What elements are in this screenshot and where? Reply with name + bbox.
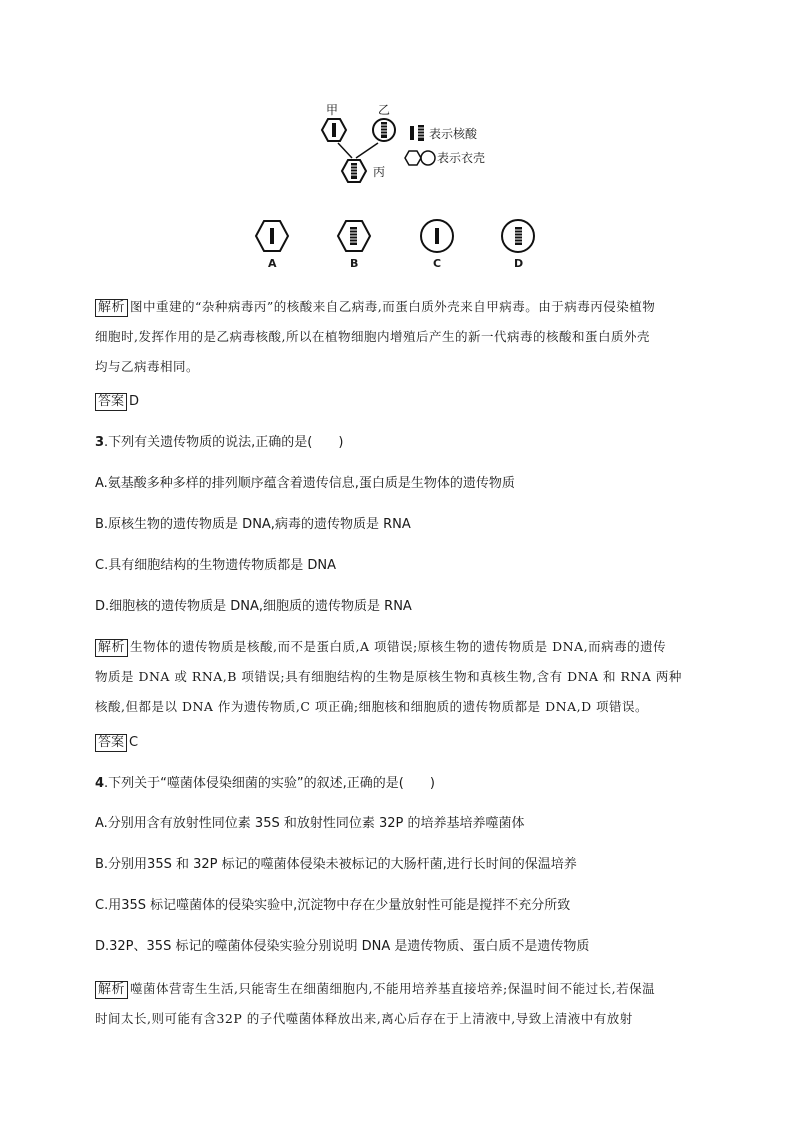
virus-yi-icon xyxy=(373,119,395,141)
q4-stem: 4.下列关于“噬菌体侵染细菌的实验”的叙述,正确的是( ) xyxy=(95,776,435,791)
legend-nucleic-icon xyxy=(410,125,424,141)
analysis-tag: 解析 xyxy=(95,639,128,657)
option-b-icon xyxy=(338,221,370,251)
analysis-line: 解析 图中重建的“杂种病毒丙”的核酸来自乙病毒,而蛋白质外壳来自甲病毒。由于病毒丙侵染植物 xyxy=(95,292,699,322)
option-a-label: A xyxy=(268,257,277,270)
option-c-icon xyxy=(421,220,453,252)
analysis-line: 均与乙病毒相同。 xyxy=(95,359,200,374)
answer-tag: 答案 xyxy=(95,393,127,411)
option-d-label: D xyxy=(514,257,524,270)
analysis-line: 核酸,但都是以 DNA 作为遗传物质,C 项正确;细胞核和细胞质的遗传物质都是 DNA,D 项错误。 xyxy=(95,699,649,714)
analysis-line: 细胞时,发挥作用的是乙病毒核酸,所以在植物细胞内增殖后产生的新一代病毒的核酸和蛋白质外壳 xyxy=(95,329,650,344)
analysis-line: 时间太长,则可能有含32P 的子代噬菌体释放出来,离心后存在于上清液中,导致上清液中有放射 xyxy=(95,1011,633,1026)
q3-analysis xyxy=(95,632,699,722)
q4-option-d: D.32P、35S 标记的噬菌体侵染实验分别说明 DNA 是遗传物质、蛋白质不是遗传物质 xyxy=(95,939,590,954)
label-yi: 乙 xyxy=(378,103,391,117)
q3-option-a: A.氨基酸多种多样的排列顺序蕴含着遗传信息,蛋白质是生物体的遗传物质 xyxy=(95,476,515,491)
q2-answer xyxy=(95,393,139,411)
q3-option-d: D.细胞核的遗传物质是 DNA,细胞质的遗传物质是 RNA xyxy=(95,599,412,614)
analysis-tag: 解析 xyxy=(95,981,128,999)
q4-option-b: B.分别用35S 和 32P 标记的噬菌体侵染未被标记的大肠杆菌,进行长时间的保温培养 xyxy=(95,857,577,872)
question-number: 3 xyxy=(95,435,105,450)
legend-shell-label: 表示衣壳 xyxy=(437,151,486,165)
option-a-icon xyxy=(256,221,288,251)
q3-stem: 3.下列有关遗传物质的说法,正确的是( ) xyxy=(95,435,344,450)
legend-nucleic-label: 表示核酸 xyxy=(429,127,478,141)
analysis-line: 物质是 DNA 或 RNA,B 项错误;具有细胞结构的生物是原核生物和真核生物,含有 DNA 和 RNA 两种 xyxy=(95,669,682,684)
q3-option-b: B.原核生物的遗传物质是 DNA,病毒的遗传物质是 RNA xyxy=(95,517,411,532)
q3-option-c: C.具有细胞结构的生物遗传物质都是 DNA xyxy=(95,558,336,573)
virus-jia-icon xyxy=(322,119,346,141)
q4-analysis xyxy=(95,974,699,1034)
answer-value: D xyxy=(129,394,140,409)
label-jia: 甲 xyxy=(326,103,339,117)
analysis-tag: 解析 xyxy=(95,299,128,317)
q3-answer xyxy=(95,734,138,752)
q4-option-c: C.用35S 标记噬菌体的侵染实验中,沉淀物中存在少量放射性可能是搅拌不充分所致 xyxy=(95,898,571,913)
virus-figure xyxy=(0,0,794,280)
analysis-line: 解析 噬菌体营寄生生活,只能寄生在细菌细胞内,不能用培养基直接培养;保温时间不能过长,若保温 xyxy=(95,974,699,1004)
answer-value: C xyxy=(129,735,139,750)
question-number: 4 xyxy=(95,776,105,791)
answer-tag: 答案 xyxy=(95,734,127,752)
q2-analysis xyxy=(95,292,699,382)
virus-bing-icon xyxy=(342,160,366,182)
label-bing: 丙 xyxy=(373,165,386,179)
option-b-label: B xyxy=(350,257,359,270)
option-d-icon xyxy=(502,220,534,252)
option-c-label: C xyxy=(433,257,442,270)
legend-shell-icon xyxy=(405,151,435,165)
q4-option-a: A.分别用含有放射性同位素 35S 和放射性同位素 32P 的培养基培养噬菌体 xyxy=(95,816,525,831)
analysis-line: 解析 生物体的遗传物质是核酸,而不是蛋白质,A 项错误;原核生物的遗传物质是 DNA,而病毒的遗传 xyxy=(95,632,699,662)
virus-diagram xyxy=(0,0,794,280)
